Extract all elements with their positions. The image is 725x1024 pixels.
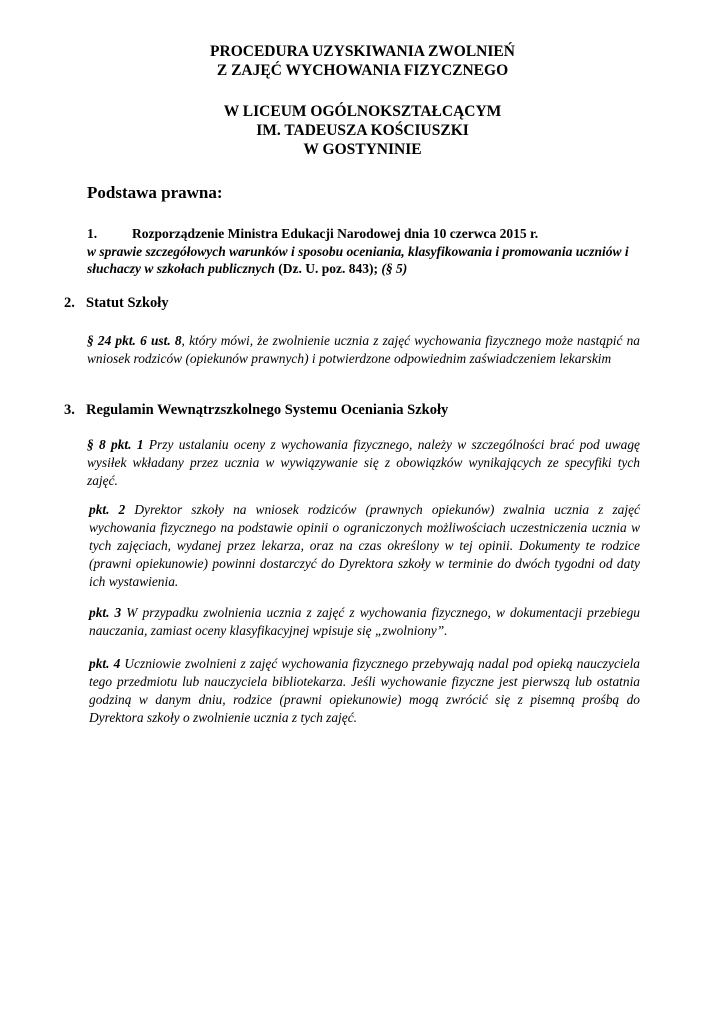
title-line-2: Z ZAJĘĆ WYCHOWANIA FIZYCZNEGO <box>216 62 509 79</box>
school-line-2: IM. TADEUSZA KOŚCIUSZKI <box>256 122 469 139</box>
wso-point-ref: pkt. 3 <box>89 605 122 620</box>
item-1-title: Rozporządzenie Ministra Edukacji Narodowej <box>132 226 401 241</box>
item-2-title: Statut Szkoły <box>86 295 169 311</box>
wso-point-ref: pkt. 2 <box>89 502 126 517</box>
statute-ref: § 24 pkt. 6 ust. 8 <box>87 333 182 348</box>
legal-item-3-heading <box>64 402 448 419</box>
school-line-1: W LICEUM OGÓLNOKSZTAŁCĄCYM <box>223 103 502 120</box>
item-1-subject: w sprawie szczegółowych warunków i sposobu oceniania, klasyfikowania i promowania uczniów i słuchaczy w szkołach publicznych <box>87 243 629 276</box>
wso-point-1 <box>87 436 640 490</box>
item-1-reference: (Dz. U. poz. 843); <box>278 261 379 276</box>
wso-point-text: Uczniowie zwolnieni z zajęć wychowania fizycznego przebywają nadal pod opieką nauczyciela tego przedmiotu lub nauczyciela bibliotekarza. Jeśli wychowanie fizyczne jest pierwszą lub ostatnia godziną w danym dniu, rodzice (prawni opiekunowie) mogą zwrócić się z pisemną prośbą do Dyrektora szkoły o zwolnienie ucznia z tych zajęć. <box>89 656 640 725</box>
wso-point-ref: pkt. 4 <box>89 656 121 671</box>
wso-point-text: Dyrektor szkoły na wniosek rodziców (prawnych opiekunów) zwalnia ucznia z zajęć wychowania fizycznego na podstawie opinii o ograniczonych możliwościach uczestniczenia ucznia w tych zajęciach, wydanej przez lekarza, oraz na czas określony w tej opinii. Dokumenty te rodzice (prawni opiekunowie) powinni dostarczyć do Dyrektora szkoły w terminie do dwóch tygodni od daty ich wystawienia. <box>89 502 640 589</box>
item-3-number: 3. <box>64 402 75 418</box>
school-line-3: W GOSTYNINIE <box>303 141 422 158</box>
wso-point-2 <box>89 501 640 591</box>
item-2-number: 2. <box>64 295 75 311</box>
wso-point-text: W przypadku zwolnienia ucznia z zajęć z wychowania fizycznego, w dokumentacji przebiegu nauczania, zamiast oceny klasyfikacyjnej wpisuje się „zwolniony”. <box>89 605 640 638</box>
statute-text: , który mówi, że zwolnienie ucznia z zajęć wychowania fizycznego może nastąpić na wniosek rodziców (opiekunów prawnych) i potwierdzone odpowiednim zaświadczeniem lekarskim <box>87 333 641 366</box>
wso-point-ref: § 8 pkt. 1 <box>87 437 144 452</box>
legal-basis-heading: Podstawa prawna: <box>87 183 223 202</box>
legal-item-1 <box>87 225 647 278</box>
wso-point-4 <box>89 655 640 727</box>
wso-point-3 <box>89 604 640 640</box>
item-1-number: 1. <box>87 226 98 241</box>
title-line-1: PROCEDURA UZYSKIWANIA ZWOLNIEŃ <box>210 43 515 60</box>
item-1-date: dnia 10 czerwca 2015 r. <box>403 226 539 241</box>
item-3-title: Regulamin Wewnątrzszkolnego Systemu Oceniania Szkoły <box>86 402 449 418</box>
item-1-paragraph: (§ 5) <box>381 261 408 276</box>
statute-paragraph <box>87 332 640 368</box>
wso-point-text: Przy ustalaniu oceny z wychowania fizycznego, należy w szczególności brać pod uwagę wysiłek wkładany przez ucznia w wywiązywanie się z obowiązków wynikających ze specyfiki tych zajęć. <box>87 437 640 488</box>
legal-item-2-heading <box>64 295 169 312</box>
